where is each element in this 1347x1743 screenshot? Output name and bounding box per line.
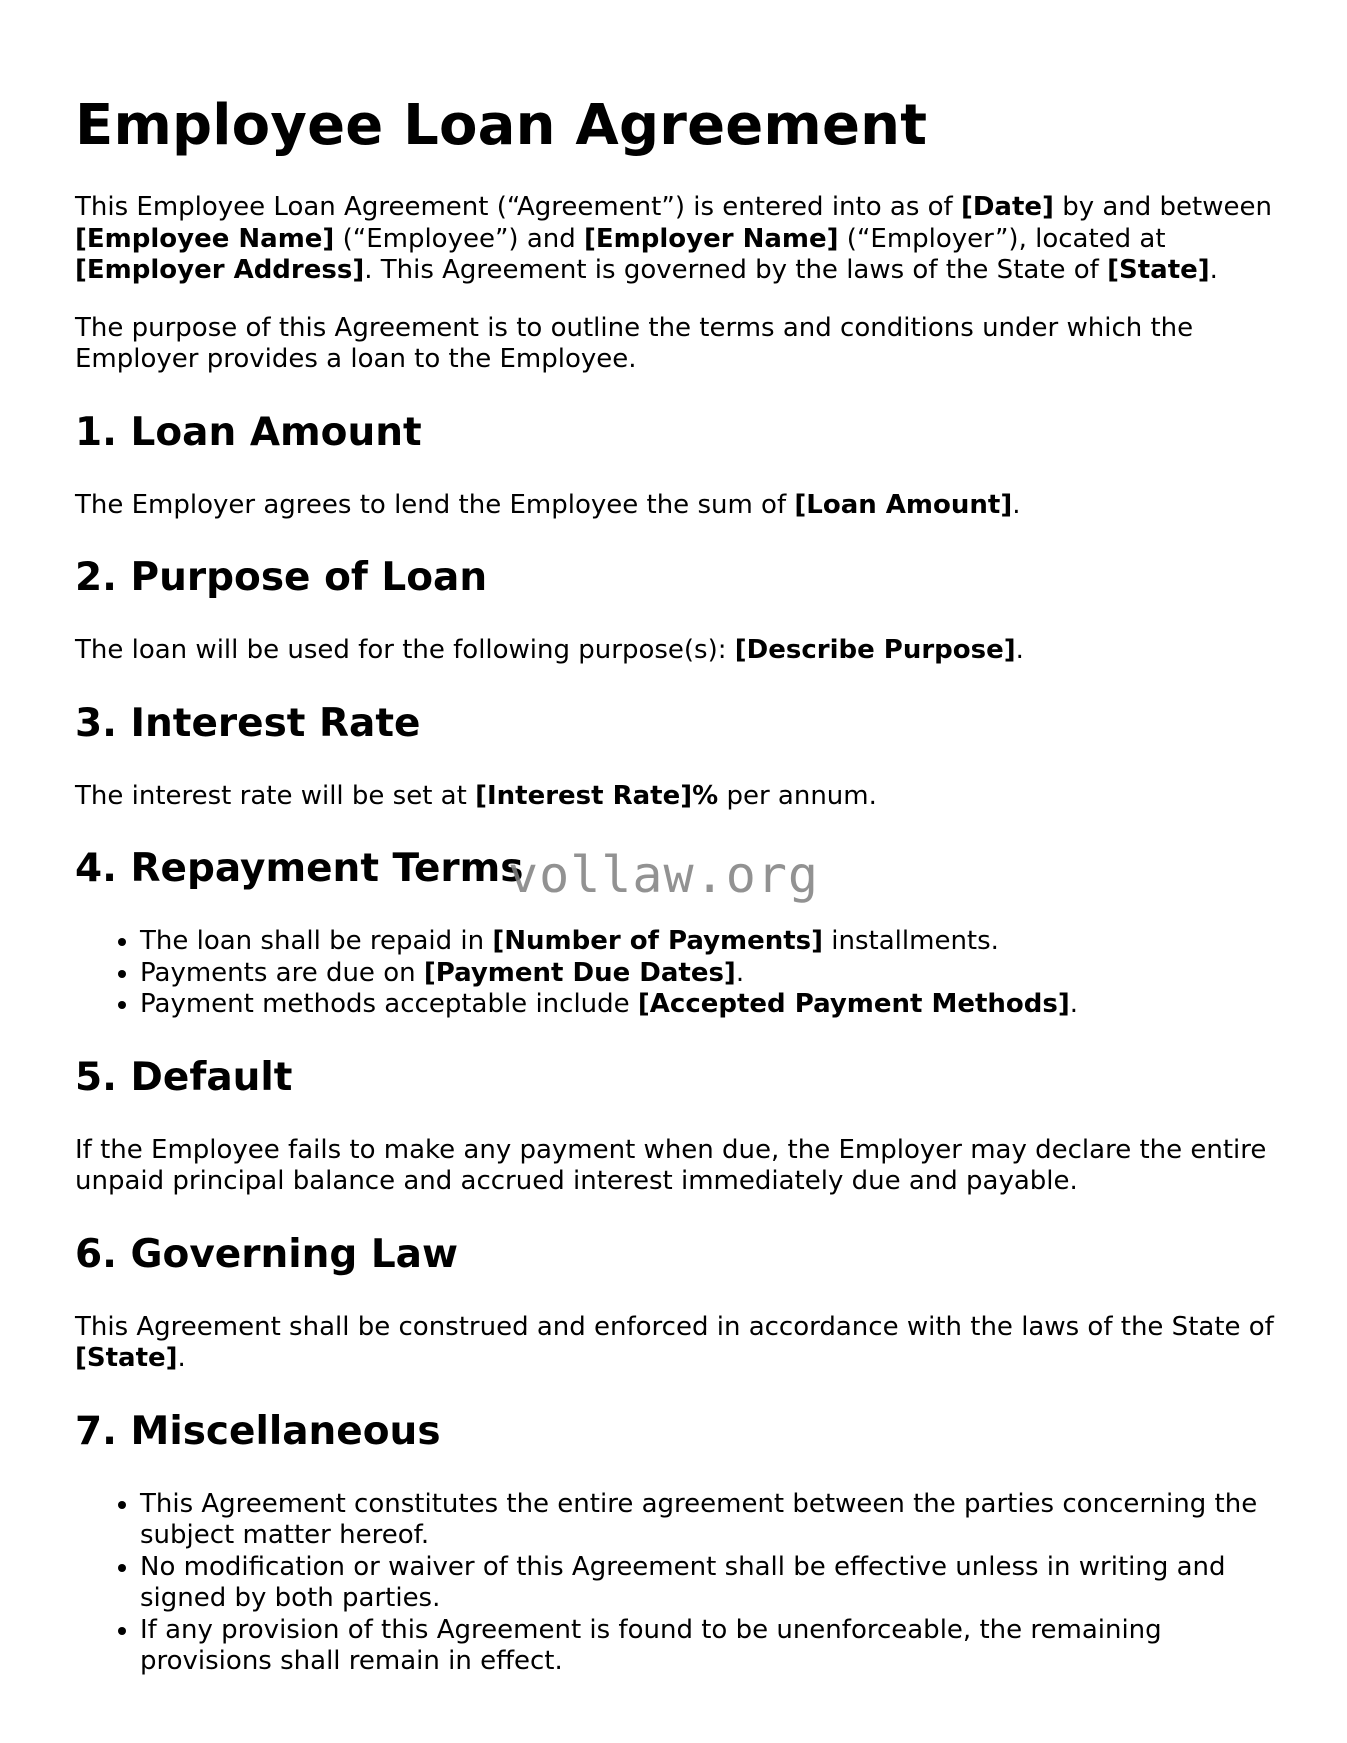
date-placeholder: [Date]: [960, 192, 1054, 222]
section-default: [75, 1055, 1280, 1198]
text-span: This Agreement shall be construed and enforced in accordance with the laws of the State of: [75, 1311, 1274, 1342]
document-page: [75, 0, 1280, 1678]
list-item: [140, 958, 1280, 990]
state-placeholder: [State]: [75, 1343, 178, 1373]
section-heading: 3. Interest Rate: [75, 700, 421, 746]
section-heading: 5. Default: [75, 1054, 293, 1100]
section-purpose: [75, 555, 1280, 667]
list-item: • This Agreement constitutes the entire agreement between the parties concerning the subject matter hereof.: [140, 1489, 1280, 1552]
list-item: [140, 926, 1280, 958]
intro-paragraph: [75, 192, 1280, 287]
payment-methods-placeholder: [Accepted Payment Methods]: [637, 989, 1070, 1019]
section-text: [75, 781, 1280, 813]
intro-text: This Employee Loan Agreement (“Agreement”) is entered into as of: [75, 192, 961, 222]
text-span: .: [1069, 989, 1079, 1019]
text-span: per annum.: [718, 780, 877, 811]
intro-text: .: [1209, 255, 1218, 285]
employee-name-placeholder: [Employee Name]: [75, 223, 335, 254]
intro-text: by and between: [1053, 192, 1272, 222]
section-heading: 4. Repayment Terms: [75, 846, 524, 891]
payment-due-dates-placeholder: [Payment Due Dates]: [423, 957, 736, 988]
section-heading: 2. Purpose of Loan: [75, 555, 488, 600]
text-span: The interest rate will be set at: [75, 780, 476, 811]
misc-list: [75, 1489, 1280, 1678]
watermark: vollaw.org: [508, 846, 820, 904]
text-span: Payments are due on: [140, 957, 424, 988]
section-heading: 7. Miscellaneous: [75, 1408, 441, 1454]
text-span: The loan will be used for the following purpose(s):: [75, 635, 735, 665]
interest-rate-placeholder: [Interest Rate]%: [475, 780, 719, 811]
text-span: installments.: [823, 926, 999, 956]
text-span: The Employer agrees to lend the Employee the sum of: [75, 489, 795, 520]
section-heading: 1. Loan Amount: [75, 409, 422, 455]
section-miscellaneous: [75, 1409, 1280, 1678]
intro-text: (“Employer”), located at: [838, 223, 1166, 254]
section-interest-rate: [75, 701, 1280, 813]
number-of-payments-placeholder: [Number of Payments]: [492, 926, 824, 956]
list-item: [140, 989, 1280, 1021]
purpose-paragraph: The purpose of this Agreement is to outline the terms and conditions under which the Employer provides a loan to the Employee.: [75, 312, 1194, 374]
purpose-placeholder: [Describe Purpose]: [734, 635, 1016, 665]
section-text: [75, 490, 1280, 522]
intro-text: (“Employee”) and: [334, 223, 585, 254]
text-span: Payment methods acceptable include: [140, 989, 638, 1019]
employer-name-placeholder: [Employer Name]: [584, 223, 839, 254]
state-placeholder: [State]: [1107, 255, 1210, 285]
text-span: .: [735, 957, 745, 988]
text-span: .: [177, 1343, 186, 1373]
text-span: The loan shall be repaid in: [140, 926, 493, 956]
intro-text: . This Agreement is governed by the laws of the State of: [364, 255, 1108, 285]
section-governing-law: [75, 1232, 1280, 1375]
repayment-list: [75, 926, 1280, 1021]
text-span: .: [1015, 635, 1024, 665]
section-text: If the Employee fails to make any payment when due, the Employer may declare the entire unpaid principal balance and accrued interest immediately due and payable.: [75, 1134, 1267, 1196]
loan-amount-placeholder: [Loan Amount]: [794, 489, 1013, 520]
text-span: .: [1012, 489, 1021, 520]
list-item: • No modification or waiver of this Agreement shall be effective unless in writing and signed by both parties.: [140, 1552, 1280, 1615]
section-loan-amount: [75, 410, 1280, 522]
section-heading: 6. Governing Law: [75, 1231, 459, 1277]
document-title: Employee Loan Agreement: [75, 93, 928, 158]
list-item: • If any provision of this Agreement is found to be unenforceable, the remaining provisions shall remain in effect.: [140, 1615, 1280, 1678]
section-text: [75, 1312, 1280, 1375]
employer-address-placeholder: [Employer Address]: [75, 255, 365, 285]
section-text: [75, 635, 1280, 667]
